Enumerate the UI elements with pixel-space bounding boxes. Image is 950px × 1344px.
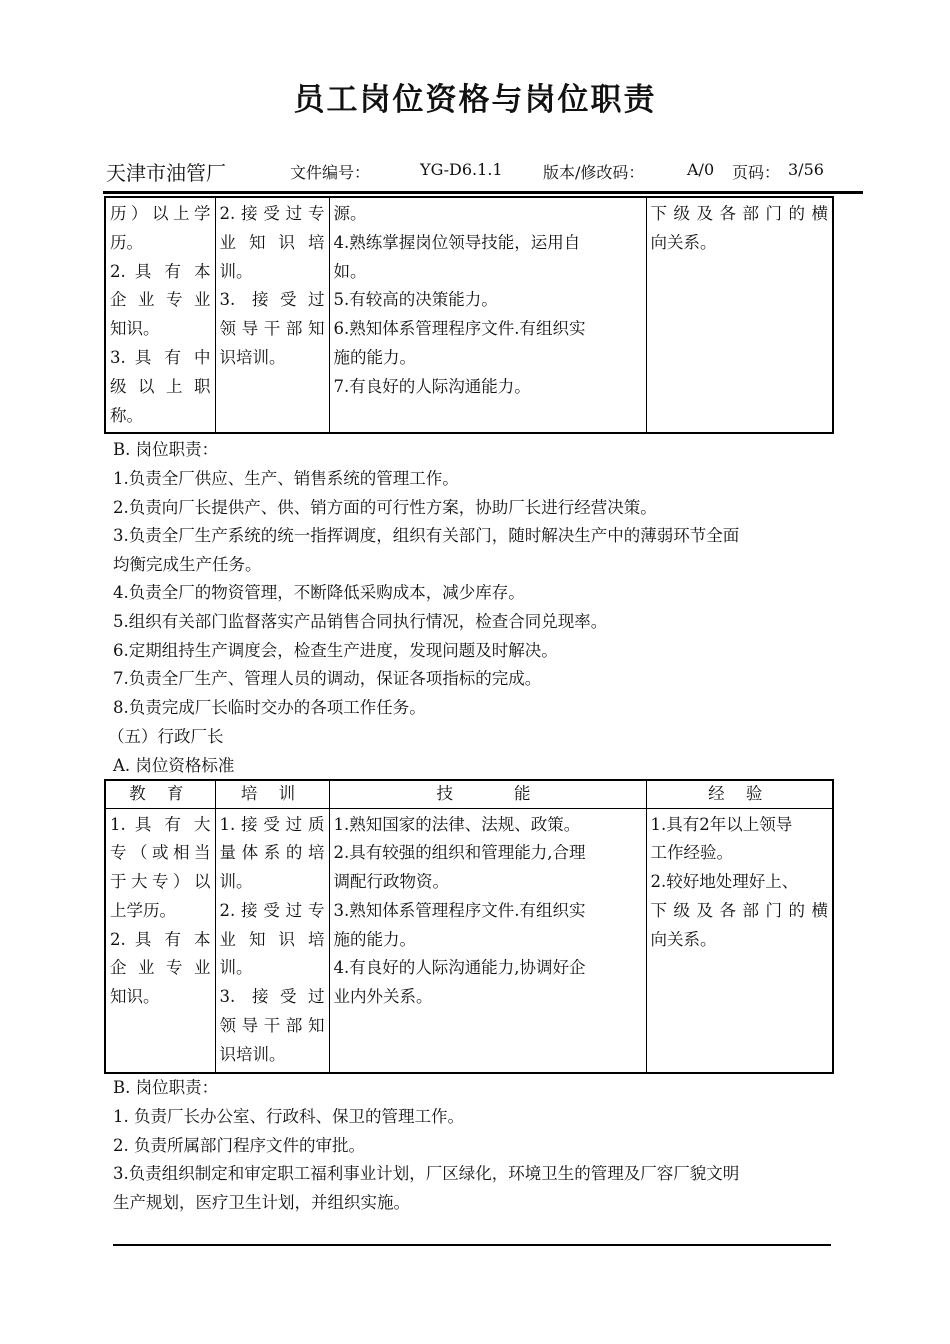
section-subtitle: A. 岗位资格标准 xyxy=(113,756,235,775)
training-cell xyxy=(215,197,329,433)
experience-line: 向关系。 xyxy=(650,929,717,949)
skills-line: 3.熟知体系管理程序文件.有组织实 xyxy=(333,900,586,920)
education-line: 3. 具 有 中 xyxy=(110,347,211,367)
skills-line: 5.有较高的决策能力。 xyxy=(333,290,498,310)
version-value: A/0 xyxy=(687,160,715,179)
doc-number-label: 文件编号： xyxy=(290,163,371,182)
education-line: 于大专）以 xyxy=(110,872,211,892)
skills-line: 6.熟知体系管理程序文件.有组织实 xyxy=(333,319,586,339)
training-line: 识培训。 xyxy=(219,347,286,367)
doc-number: YG-D6.1.1 xyxy=(420,160,503,179)
skills-line: 业内外关系。 xyxy=(333,987,433,1007)
experience-line: 向关系。 xyxy=(650,232,717,252)
skills-line: 施的能力。 xyxy=(333,929,416,949)
training-line: 训。 xyxy=(219,958,253,978)
experience-line: 1.具有2年以上领导 xyxy=(650,814,793,834)
education-cell xyxy=(105,808,215,1073)
training-line: 3. 接受过 xyxy=(219,987,325,1007)
skills-line: 2.具有较强的组织和管理能力,合理 xyxy=(333,843,586,863)
section-title: （五）行政厂长 xyxy=(108,727,224,746)
table-header-row xyxy=(105,780,833,808)
education-line: 2. 具 有 本 xyxy=(110,929,211,949)
education-line: 企 业 专 业 xyxy=(110,290,211,310)
education-line: 历。 xyxy=(110,232,143,252)
skills-line: 施的能力。 xyxy=(333,347,416,367)
duty-item: 2. 负责所属部门程序文件的审批。 xyxy=(113,1136,365,1155)
experience-cell xyxy=(646,197,833,433)
qualification-table xyxy=(104,779,834,1074)
education-line: 称。 xyxy=(110,405,143,425)
training-line: 识培训。 xyxy=(219,1044,286,1064)
experience-line: 下级及各部门的横 xyxy=(650,204,828,223)
page-title: 员工岗位资格与岗位职责 xyxy=(293,82,657,118)
training-line: 训。 xyxy=(219,872,253,892)
skills-line: 1.熟知国家的法律、法规、政策。 xyxy=(333,814,581,834)
education-line: 1. 具 有 大 xyxy=(110,814,211,834)
qualification-table-continued xyxy=(104,196,834,434)
duty-item: 8.负责完成厂长临时交办的各项工作任务。 xyxy=(113,698,426,717)
education-line: 上学历。 xyxy=(110,900,176,920)
duty-item: 2.负责向厂长提供产、供、销方面的可行性方案，协助厂长进行经营决策。 xyxy=(113,498,657,517)
header-skills: 技 能 xyxy=(329,780,646,808)
skills-line: 4.熟练掌握岗位领导技能，运用自 xyxy=(333,232,581,252)
training-line: 2.接受过专 xyxy=(219,204,325,223)
duty-item: 4.负责全厂的物资管理，不断降低采购成本，减少库存。 xyxy=(113,583,525,602)
duty-item: 生产规划，医疗卫生计划，并组织实施。 xyxy=(113,1193,410,1212)
training-line: 领导干部知 xyxy=(219,1016,325,1036)
duties-heading: B. 岗位职责： xyxy=(113,440,219,459)
skills-cell xyxy=(329,197,646,433)
training-line: 业 知 识 培 xyxy=(219,232,325,252)
footer-rule xyxy=(113,1244,831,1246)
skills-line: 源。 xyxy=(333,204,367,223)
training-line: 1.接受过质 xyxy=(219,814,325,834)
training-line: 3. 接受过 xyxy=(219,290,325,310)
table-row xyxy=(105,197,833,433)
skills-line: 如。 xyxy=(333,261,367,281)
training-cell xyxy=(215,808,329,1073)
training-line: 业 知 识 培 xyxy=(219,929,325,949)
education-cell xyxy=(105,197,215,433)
duty-item: 5.组织有关部门监督落实产品销售合同执行情况，检查合同兑现率。 xyxy=(113,612,608,631)
training-line: 量体系的培 xyxy=(219,843,325,863)
training-line: 领导干部知 xyxy=(219,319,325,339)
company-name: 天津市油管厂 xyxy=(106,161,226,185)
training-line: 训。 xyxy=(219,261,253,281)
duty-item: 6.定期组持生产调度会，检查生产进度，发现问题及时解决。 xyxy=(113,641,558,660)
duty-item: 均衡完成生产任务。 xyxy=(113,555,262,574)
education-line: 级 以 上 职 xyxy=(110,376,211,396)
header-rule xyxy=(103,191,863,194)
duty-item: 3.负责组织制定和审定职工福利事业计划，厂区绿化，环境卫生的管理及厂容厂貌文明 xyxy=(113,1164,740,1183)
training-line: 2.接受过专 xyxy=(219,900,325,920)
skills-line: 调配行政物资。 xyxy=(333,872,449,892)
duty-item: 1. 负责厂长办公室、行政科、保卫的管理工作。 xyxy=(113,1107,464,1126)
duty-item: 1.负责全厂供应、生产、销售系统的管理工作。 xyxy=(113,469,459,488)
page-number: 3/56 xyxy=(788,160,824,179)
skills-line: 7.有良好的人际沟通能力。 xyxy=(333,376,531,396)
duty-item: 7.负责全厂生产、管理人员的调动，保证各项指标的完成。 xyxy=(113,669,542,688)
header-training: 培 训 xyxy=(215,780,329,808)
experience-line: 2.较好地处理好上、 xyxy=(650,872,799,892)
header-education: 教 育 xyxy=(105,780,215,808)
education-line: 企 业 专 业 xyxy=(110,958,211,978)
education-line: 知识。 xyxy=(110,987,160,1007)
experience-line: 下级及各部门的横 xyxy=(650,900,828,920)
education-line: 2. 具 有 本 xyxy=(110,261,211,281)
experience-cell xyxy=(646,808,833,1073)
duty-item: 3.负责全厂生产系统的统一指挥调度，组织有关部门，随时解决生产中的薄弱环节全面 xyxy=(113,526,740,545)
table-row xyxy=(105,808,833,1073)
education-line: 历）以上学 xyxy=(110,204,211,223)
header-experience: 经 验 xyxy=(646,780,833,808)
skills-cell xyxy=(329,808,646,1073)
education-line: 专（或相当 xyxy=(110,843,211,863)
experience-line: 工作经验。 xyxy=(650,843,733,863)
version-label: 版本/修改码： xyxy=(543,163,645,182)
skills-line: 4.有良好的人际沟通能力,协调好企 xyxy=(333,958,586,978)
education-line: 知识。 xyxy=(110,319,160,339)
page-label: 页码： xyxy=(732,163,781,182)
duties-heading: B. 岗位职责： xyxy=(113,1078,219,1097)
